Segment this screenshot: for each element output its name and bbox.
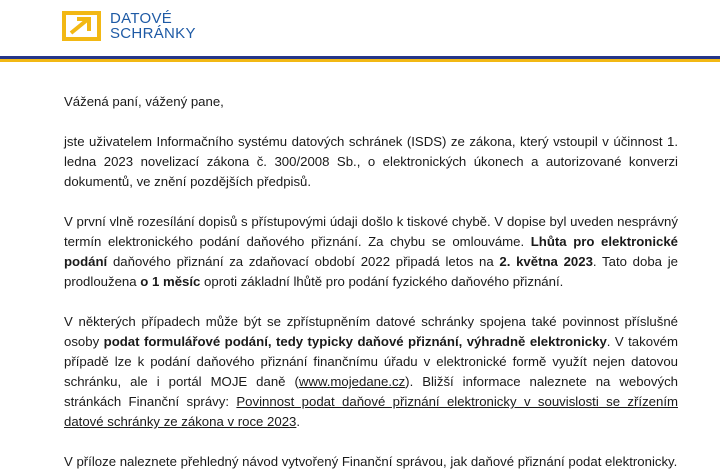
extension-period: o 1 měsíc — [140, 274, 201, 289]
deadline-phrase: Lhůta pro elektronické podání — [64, 234, 678, 269]
datove-schranky-logo — [62, 11, 196, 41]
mojedane-link[interactable]: www.mojedane.cz — [298, 374, 406, 389]
letter-header — [0, 0, 720, 62]
deadline-date: 2. května 2023 — [499, 254, 593, 269]
paragraph-electronic-filing: V některých případech může být se zpřístupněním datové schránky spojena také povinnost příslušné osoby podat formulářové podání, tedy typicky daňové přiznání, výhradně elektronicky. V takovém případě lze k podání daňového přiznání finančnímu úřadu v elektronické formě využít nejen datovou schránku, ale i portál MOJE daně (www.mojedane.cz). Bližší informace naleznete na webových stránkách Finanční správy: Povinnost podat daňové přiznání elektronicky v souvislosti se zřízením datové schránky ze zákona v roce 2023. — [64, 314, 678, 429]
letter-body — [64, 92, 678, 472]
paragraph-print-error: V první vlně rozesílání dopisů s přístupovými údaji došlo k tiskové chybě. V dopise byl uveden nesprávný termín elektronického podání daňového přiznání. Za chybu se omlouváme. Lhůta pro elektronické podání daňového přiznání za zdaňovací období 2022 připadá letos na 2. května 2023. Tato doba je prodloužena o 1 měsíc oproti základní lhůtě pro podání fyzického daňového přiznání. — [64, 214, 678, 289]
logo-arrow-icon — [62, 11, 102, 41]
header-divider — [0, 56, 720, 62]
logo-line-2: SCHRÁNKY — [110, 25, 196, 42]
greeting: Vážená paní, vážený pane, — [64, 94, 224, 109]
electronic-filing-obligation: podat formulářové podání, tedy typicky daňové přiznání, výhradně elektronicky — [103, 334, 607, 349]
logo-line-1: DATOVÉ — [110, 10, 173, 27]
financni-sprava-link[interactable]: Povinnost podat daňové přiznání elektronicky v souvislosti se zřízením datové schránky ze zákona v roce 2023 — [64, 394, 678, 429]
paragraph-attachment: V příloze naleznete přehledný návod vytvořený Finanční správou, jak daňové přiznání podat elektronicky. — [64, 454, 678, 469]
paragraph-isds-intro: jste uživatelem Informačního systému datových schránek (ISDS) ze zákona, který vstoupil v účinnost 1. ledna 2023 novelizací zákona č. 300/2008 Sb., o elektronických úkonech a autorizované konverzi dokumentů, ve znění pozdějších předpisů. — [64, 134, 678, 189]
